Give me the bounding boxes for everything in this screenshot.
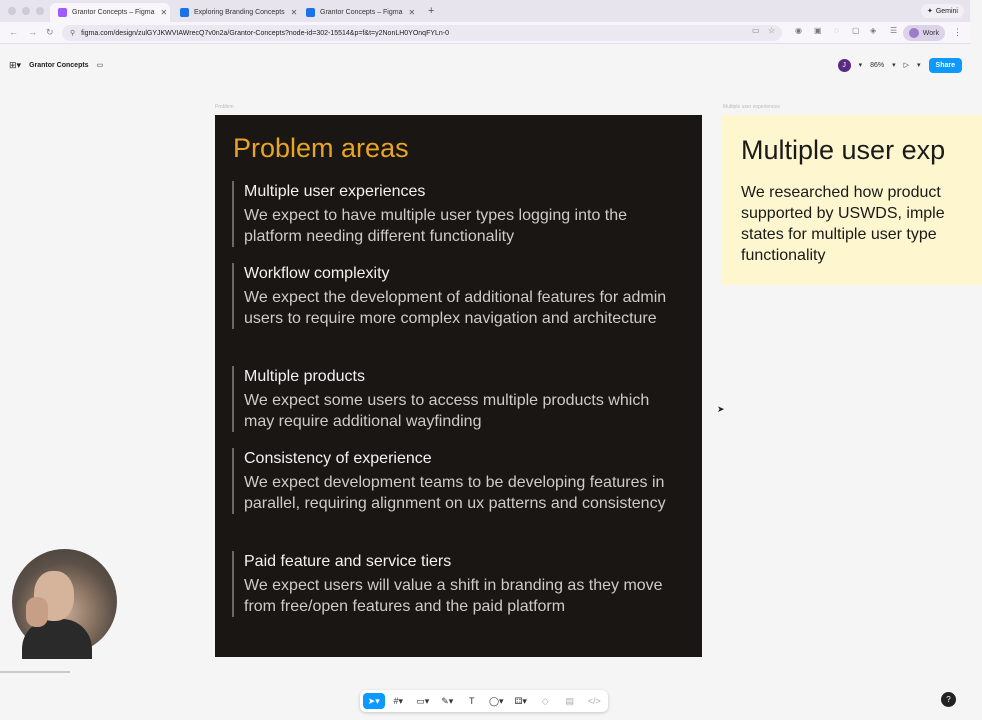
- problem-item: [232, 263, 672, 329]
- reload-icon[interactable]: ↻: [46, 27, 54, 37]
- frame-label-multiple[interactable]: Multiple user experiences: [723, 104, 780, 110]
- design-mode-icon[interactable]: ◇: [541, 695, 549, 706]
- site-icon: [180, 8, 189, 17]
- problem-item: [232, 181, 672, 247]
- sidebar-toggle-icon[interactable]: ▭: [96, 62, 104, 69]
- problem-body: We expect users will value a shift in branding as they move from free/open features and the paid platform: [244, 577, 663, 615]
- tab-exploring-branding[interactable]: Exploring Branding Concepts ✕: [172, 3, 296, 22]
- gemini-button[interactable]: ✦ Gemini: [921, 4, 964, 18]
- new-tab-button[interactable]: +: [428, 5, 435, 17]
- url-input[interactable]: ⚲ figma.com/design/zulGYJKWVIAWrecQ7v0n2a/Grantor-Concepts?node-id=302-15514&p=f&t=y2NonLH0YOnqFYLn-0: [62, 25, 782, 41]
- extension-icon[interactable]: ◈: [870, 26, 877, 35]
- figma-top-right: [838, 54, 962, 76]
- dev-mode-icon[interactable]: </>: [587, 696, 601, 706]
- figma-menu-icon[interactable]: ⊞▾: [9, 59, 22, 70]
- site-icon: [306, 8, 315, 17]
- prototype-mode-icon[interactable]: ▤: [565, 695, 574, 706]
- extension-icon[interactable]: ▢: [852, 26, 860, 35]
- extensions-menu-icon[interactable]: ☰: [890, 26, 898, 35]
- site-info-icon[interactable]: ⚲: [70, 30, 76, 37]
- forward-icon[interactable]: →: [28, 27, 37, 37]
- move-tool-icon[interactable]: ➤▾: [363, 693, 385, 709]
- zoom-level[interactable]: 86%: [870, 61, 885, 69]
- webcam-overlay: [12, 549, 117, 654]
- frame-tool-icon[interactable]: #▾: [393, 695, 404, 706]
- bookmark-star-icon[interactable]: ☆: [768, 26, 776, 35]
- file-name[interactable]: Grantor Concepts: [29, 61, 89, 69]
- close-icon[interactable]: ✕: [290, 8, 298, 17]
- address-bar-row: [0, 22, 970, 44]
- comment-tool-icon[interactable]: ◯▾: [488, 695, 504, 706]
- multiple-user-experiences-frame[interactable]: [722, 115, 982, 285]
- window-controls[interactable]: [8, 7, 44, 15]
- problem-item: [232, 366, 672, 432]
- help-button[interactable]: ?: [941, 692, 956, 707]
- problem-body: We expect the development of additional features for admin users to require more complex navigation and architecture: [244, 289, 667, 327]
- problem-body: We expect to have multiple user types logging into the platform needing different functionality: [244, 207, 628, 245]
- figma-top-left: [9, 54, 103, 76]
- browser-tab-strip: [0, 0, 970, 22]
- chevron-down-icon[interactable]: ▾: [858, 62, 863, 69]
- share-button[interactable]: Share: [929, 58, 962, 73]
- play-icon[interactable]: ▷: [903, 62, 910, 69]
- tab-grantor-concepts-2[interactable]: Grantor Concepts – Figma ✕: [298, 3, 422, 22]
- rectangle-tool-icon[interactable]: ▭▾: [416, 695, 430, 706]
- extension-icon[interactable]: ◌: [834, 26, 839, 35]
- problem-areas-frame[interactable]: [215, 115, 702, 657]
- problem-body: We expect some users to access multiple products which may require additional wayfinding: [244, 392, 650, 430]
- back-icon[interactable]: ←: [9, 27, 18, 37]
- problem-heading: Paid feature and service tiers: [244, 553, 452, 570]
- extension-icon[interactable]: ▣: [814, 26, 822, 35]
- frame-label-problem[interactable]: Problem: [215, 104, 234, 110]
- browser-menu-icon[interactable]: ⋮: [953, 27, 962, 37]
- figma-tool-bar: [360, 690, 608, 712]
- extension-icon[interactable]: ◉: [795, 26, 802, 35]
- problem-heading: Multiple products: [244, 368, 365, 385]
- profile-button[interactable]: Work: [903, 25, 945, 41]
- actions-icon[interactable]: ⚃▾: [514, 695, 527, 706]
- problem-item: [232, 551, 672, 617]
- horizontal-scrollbar[interactable]: [0, 671, 70, 673]
- problem-body: We expect development teams to be developing features in parallel, requiring alignment on ux patterns and consistency: [244, 474, 666, 512]
- problem-heading: Multiple user experiences: [244, 183, 426, 200]
- mouse-cursor-icon: ➤: [717, 404, 725, 414]
- avatar: [909, 28, 919, 38]
- problem-heading: Workflow complexity: [244, 265, 390, 282]
- avatar[interactable]: J: [838, 59, 851, 72]
- problem-heading: Consistency of experience: [244, 450, 432, 467]
- figma-icon: [58, 8, 67, 17]
- close-icon[interactable]: ✕: [160, 8, 168, 17]
- figma-canvas[interactable]: [0, 44, 970, 720]
- chevron-down-icon[interactable]: ▾: [917, 62, 921, 69]
- chevron-down-icon[interactable]: ▾: [892, 62, 896, 69]
- frame-title: Problem areas: [233, 133, 409, 163]
- frame-body: We researched how product supported by USWDS, imple states for multiple user type functionality: [741, 184, 945, 264]
- cast-icon[interactable]: ▭: [752, 26, 760, 35]
- tab-grantor-concepts[interactable]: Grantor Concepts – Figma ✕: [50, 3, 170, 22]
- frame-title: Multiple user exp: [741, 135, 946, 165]
- pen-tool-icon[interactable]: ✎▾: [441, 695, 454, 706]
- problem-item: [232, 448, 672, 514]
- text-tool-icon[interactable]: T: [469, 696, 475, 706]
- sparkle-icon: ✦: [926, 8, 933, 15]
- close-icon[interactable]: ✕: [408, 8, 416, 17]
